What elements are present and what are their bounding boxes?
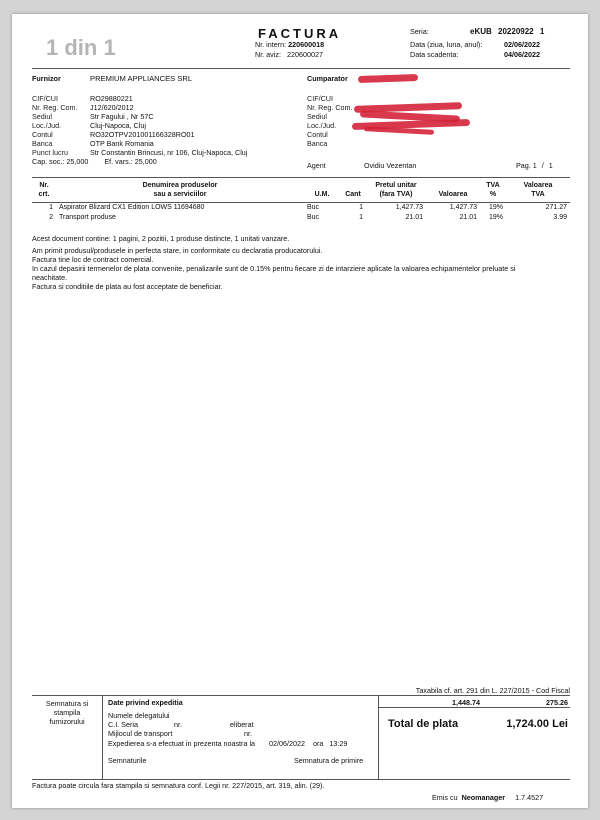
items-table — [32, 180, 570, 224]
due-label: Data scadenta: — [410, 50, 459, 59]
supplier-sediul-value: Str Fagului , Nr 57C — [90, 112, 154, 121]
redaction-mark — [358, 74, 418, 83]
col-nr-header: Nr. crt. — [38, 182, 50, 198]
emis-version: 1.7.4527 — [515, 793, 544, 802]
emis-cu — [432, 793, 543, 802]
table-header-row — [32, 180, 570, 202]
ef-value: 25,000 — [134, 157, 157, 166]
row-tva: 19% — [488, 203, 503, 211]
expedition-text: Expedierea s-a efectuat in prezenta noastra la — [108, 739, 256, 748]
expedition-date: 02/06/2022 — [269, 739, 306, 748]
supplier-banca-label: Banca — [32, 139, 53, 148]
supplier-cif-label: CIF/CUI — [32, 94, 58, 103]
footer-bottom-divider — [32, 779, 570, 780]
supplier-regcom-value: J12/620/2012 — [90, 103, 134, 112]
supplier-label: Furnizor — [32, 74, 61, 83]
page-indicator — [516, 161, 553, 170]
row-tva: 19% — [488, 214, 503, 222]
transport-label: Mijlocul de transport — [108, 729, 173, 738]
intern-number-row — [255, 40, 324, 49]
expedition-row — [108, 739, 347, 748]
agent-label: Agent — [307, 161, 326, 170]
col-tva-header: TVA % — [486, 182, 500, 198]
document-summary: Acest document contine: 1 pagini, 2 pozitii, 1 produse distincte, 1 unitati vanzare. — [32, 234, 290, 243]
page-label: Pag. 1 — [516, 161, 537, 170]
ora-label: ora — [313, 739, 324, 748]
buyer-contul-label: Contul — [307, 130, 328, 139]
supplier-sediul-label: Sediul — [32, 112, 52, 121]
table-top-divider — [32, 177, 570, 178]
aviz-value: 220600027 — [286, 50, 323, 59]
delegate-label: Numele delegatului — [108, 711, 170, 720]
supplier-capital-row — [32, 157, 157, 166]
seria-label: Seria: — [410, 27, 429, 36]
row-um: Buc — [307, 214, 320, 222]
subtotal-tva: 275.26 — [546, 698, 568, 707]
row-cant: 1 — [359, 203, 363, 211]
cap-value: 25,000 — [66, 157, 89, 166]
footer-vertical-divider — [102, 695, 103, 779]
col-um-header: U.M. — [314, 190, 330, 198]
row-tvaval: 271.27 — [545, 203, 567, 211]
ci-nr-label: nr. — [174, 720, 182, 729]
row-um: Buc — [307, 203, 320, 211]
ci-label: C.I. Seria — [108, 720, 138, 729]
table-row — [32, 202, 570, 213]
note-line-3b: neachitate. — [32, 273, 68, 282]
total-label: Total de plata — [388, 718, 459, 730]
taxabila-note: Taxabila cf. art. 291 din L. 227/2015 - Cod Fiscal — [415, 686, 570, 695]
total-value: 1,724.00 Lei — [506, 718, 568, 730]
buyer-sediul-label: Sediul — [307, 112, 327, 121]
buyer-label: Cumparator — [307, 74, 348, 83]
header-divider — [32, 68, 570, 69]
aviz-number-row — [255, 50, 323, 59]
col-value-header: Valoarea — [438, 190, 468, 198]
emis-brand: Neomanager — [461, 793, 506, 802]
row-nr: 2 — [49, 214, 53, 222]
row-product-name: Aspirator Blizard CX1 Edition LOWS 11694680 — [59, 203, 205, 211]
buyer-banca-label: Banca — [307, 139, 328, 148]
note-line-2: Factura tine loc de contract comercial. — [32, 255, 154, 264]
due-value: 04/06/2022 — [504, 50, 540, 59]
row-cant: 1 — [359, 214, 363, 222]
table-row — [32, 213, 570, 224]
supplier-banca-value: OTP Bank Romania — [90, 139, 154, 148]
seria-code: eKUB — [470, 27, 492, 36]
supplier-loc-value: Cluj-Napoca, Cluj — [90, 121, 146, 130]
invoice-page — [12, 14, 588, 808]
date-label: Data (ziua, luna, anul): — [410, 40, 483, 49]
expedition-title: Date privind expeditia — [108, 698, 183, 707]
legal-note: Factura poate circula fara stampila si semnatura conf. Legii nr. 227/2015, art. 319, alin. (29). — [32, 781, 325, 790]
emis-label: Emis cu — [432, 793, 458, 802]
invoice-title: FACTURA — [258, 26, 342, 41]
supplier-signature-label: Semnatura si stampila furnizorului — [45, 699, 89, 726]
note-line-4: Factura si conditiile de plata au fost acceptate de beneficiar. — [32, 282, 223, 291]
receipt-signature-label: Semnatura de primire — [294, 756, 364, 765]
supplier-name: PREMIUM APPLIANCES SRL — [90, 74, 193, 83]
supplier-cif-value: RO29880221 — [90, 94, 133, 103]
transport-nr-label: nr. — [244, 729, 252, 738]
expedition-time: 13:29 — [329, 739, 348, 748]
page-counter: 1 din 1 — [46, 35, 116, 60]
row-product-name: Transport produse — [59, 214, 116, 222]
ef-label: Ef. vars.: — [104, 157, 133, 166]
buyer-cif-label: CIF/CUI — [307, 94, 333, 103]
seria-value — [470, 27, 544, 37]
intern-value: 220600018 — [288, 40, 325, 49]
subtotal-divider — [378, 707, 570, 708]
col-price-header: Pretul unitar (fara TVA) — [375, 182, 417, 198]
supplier-regcom-label: Nr. Reg. Com. — [32, 103, 78, 112]
row-price: 21.01 — [405, 214, 423, 222]
supplier-contul-label: Contul — [32, 130, 53, 139]
col-tvaval-header: Valoarea TVA — [523, 182, 553, 198]
signatures-label: Semnaturile — [108, 756, 147, 765]
row-price: 1,427.73 — [395, 203, 423, 211]
date-value: 02/06/2022 — [504, 40, 540, 49]
supplier-punct-label: Punct lucru — [32, 148, 68, 157]
seria-suffix: 1 — [539, 27, 545, 36]
seria-number: 20220922 — [498, 27, 534, 36]
col-name-header: Denumirea produselor sau a serviciilor — [142, 182, 218, 198]
row-value: 1,427.73 — [449, 203, 477, 211]
note-line-1: Am primit produsul/produsele in perfecta stare, in conformitate cu declaratia producatorului. — [32, 246, 323, 255]
row-value: 21.01 — [459, 214, 477, 222]
row-tvaval: 3.99 — [553, 214, 567, 222]
eliberat-label: eliberat — [230, 720, 254, 729]
footer-top-divider — [32, 695, 570, 696]
agent-value: Ovidiu Vezentan — [364, 161, 417, 170]
aviz-label: Nr. aviz: — [255, 50, 281, 59]
page-sep: / — [541, 161, 544, 170]
col-cant-header: Cant — [345, 190, 361, 198]
note-line-3a: In cazul depasirii termenelor de plata convenite, penalizarile sunt de 0.15% pentru fiecare zi de intarziere aplicate la valoarea echipamentelor preluate si — [32, 264, 516, 273]
subtotal-value: 1,448.74 — [452, 698, 480, 707]
page-total: 1 — [548, 161, 553, 170]
buyer-regcom-label: Nr. Reg. Com. — [307, 103, 353, 112]
row-nr: 1 — [49, 203, 53, 211]
cap-label: Cap. soc.: — [32, 157, 65, 166]
supplier-contul-value: RO32OTPV201001166328RO01 — [90, 130, 195, 139]
supplier-punct-value: Str Constantin Brincusi, nr 106, Cluj-Napoca, Cluj — [90, 148, 248, 157]
buyer-loc-label: Loc./Jud. — [307, 121, 337, 130]
supplier-loc-label: Loc./Jud. — [32, 121, 62, 130]
intern-label: Nr. intern: — [255, 40, 287, 49]
